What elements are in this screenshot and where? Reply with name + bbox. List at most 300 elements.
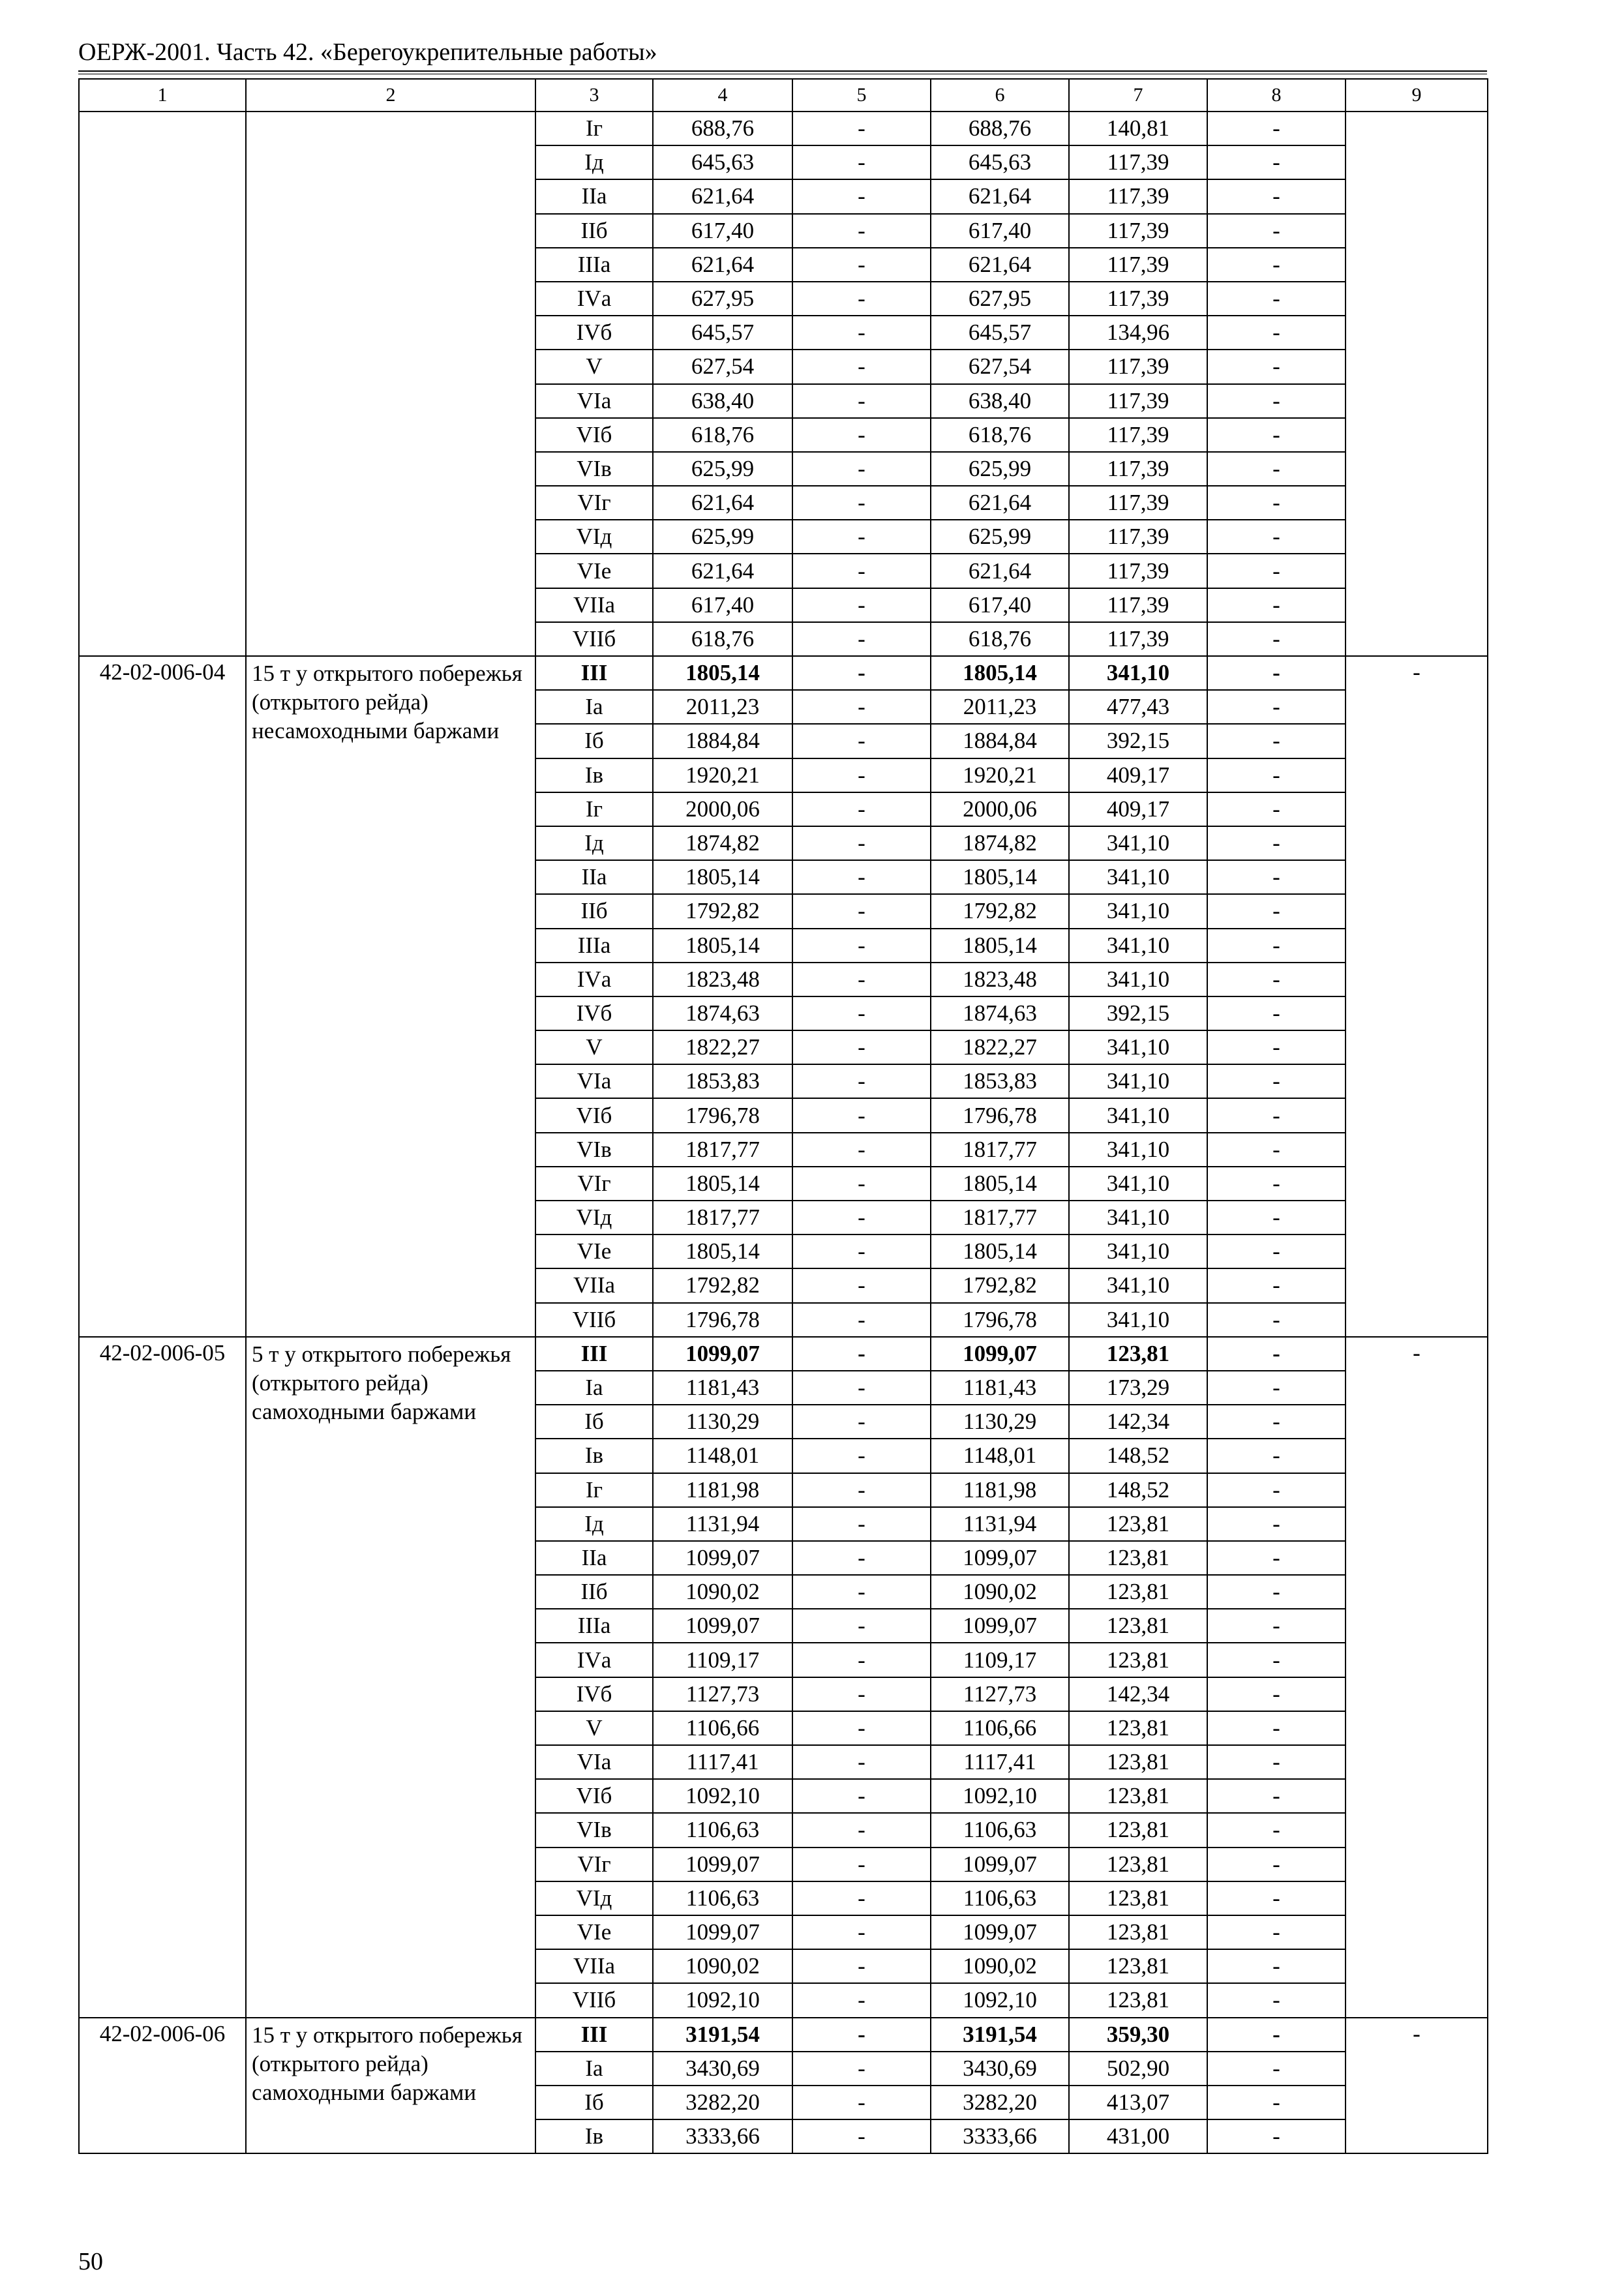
col8-cell: - <box>1207 1167 1346 1201</box>
col7-cell: 413,07 <box>1069 2086 1207 2119</box>
col5-cell: - <box>792 860 931 894</box>
col7-cell: 123,81 <box>1069 1949 1207 1983</box>
page-header-title: ОЕРЖ-2001. Часть 42. «Берегоукрепительные работы» <box>78 38 657 66</box>
col5-cell: - <box>792 1133 931 1167</box>
col4-cell: 625,99 <box>653 452 792 486</box>
col5-cell: - <box>792 1813 931 1847</box>
col3-cell: IVа <box>535 282 653 316</box>
col7-cell: 117,39 <box>1069 145 1207 179</box>
col5-cell: - <box>792 520 931 554</box>
col7-cell: 341,10 <box>1069 1098 1207 1132</box>
col7-cell: 117,39 <box>1069 384 1207 418</box>
col4-cell: 1823,48 <box>653 963 792 996</box>
col5-cell: - <box>792 1677 931 1711</box>
col7-cell: 117,39 <box>1069 554 1207 588</box>
header-rule <box>78 70 1487 72</box>
col8-cell: - <box>1207 418 1346 452</box>
col3-cell: VIб <box>535 418 653 452</box>
col3-cell: Iв <box>535 758 653 792</box>
col6-cell: 645,57 <box>931 316 1069 350</box>
col7-cell: 123,81 <box>1069 1507 1207 1541</box>
col4-cell: 2011,23 <box>653 690 792 724</box>
col3-cell: VIг <box>535 1167 653 1201</box>
col7-cell: 123,81 <box>1069 1915 1207 1949</box>
col8-cell: - <box>1207 350 1346 383</box>
col6-cell: 1099,07 <box>931 1541 1069 1575</box>
col8-cell: - <box>1207 1848 1346 1881</box>
col3-cell: IIIа <box>535 1609 653 1643</box>
col4-cell: 3333,66 <box>653 2119 792 2153</box>
col8-cell: - <box>1207 1643 1346 1677</box>
col7-cell: 123,81 <box>1069 1848 1207 1881</box>
column-number-cell: 2 <box>246 79 535 112</box>
col6-cell: 2011,23 <box>931 690 1069 724</box>
col5-cell: - <box>792 1609 931 1643</box>
col4-cell: 1117,41 <box>653 1745 792 1779</box>
col4-cell: 1090,02 <box>653 1949 792 1983</box>
table-row <box>79 112 1488 145</box>
col4-cell: 1099,07 <box>653 1337 792 1371</box>
col5-cell: - <box>792 929 931 963</box>
col8-cell: - <box>1207 963 1346 996</box>
col7-cell: 117,39 <box>1069 214 1207 248</box>
col7-cell: 142,34 <box>1069 1405 1207 1439</box>
col4-cell: 1092,10 <box>653 1779 792 1813</box>
col9-cell <box>1346 112 1488 656</box>
col6-cell: 618,76 <box>931 418 1069 452</box>
col3-cell: IIIа <box>535 248 653 282</box>
col8-cell: - <box>1207 1268 1346 1302</box>
col7-cell: 123,81 <box>1069 1983 1207 2017</box>
col5-cell: - <box>792 1541 931 1575</box>
col4-cell: 627,95 <box>653 282 792 316</box>
column-number-cell: 9 <box>1346 79 1488 112</box>
col5-cell: - <box>792 145 931 179</box>
col5-cell: - <box>792 1575 931 1609</box>
col3-cell: Iд <box>535 1507 653 1541</box>
col3-cell: Iб <box>535 1405 653 1439</box>
col4-cell: 1805,14 <box>653 1234 792 1268</box>
col5-cell: - <box>792 2018 931 2052</box>
col6-cell: 621,64 <box>931 179 1069 213</box>
col3-cell: IIа <box>535 179 653 213</box>
col3-cell: III <box>535 1337 653 1371</box>
col5-cell: - <box>792 724 931 758</box>
col8-cell: - <box>1207 1133 1346 1167</box>
col4-cell: 1792,82 <box>653 1268 792 1302</box>
col7-cell: 409,17 <box>1069 758 1207 792</box>
col5-cell: - <box>792 826 931 860</box>
col5-cell: - <box>792 792 931 826</box>
col8-cell: - <box>1207 452 1346 486</box>
col5-cell: - <box>792 1848 931 1881</box>
col3-cell: Iб <box>535 2086 653 2119</box>
col7-cell: 117,39 <box>1069 282 1207 316</box>
col4-cell: 1109,17 <box>653 1643 792 1677</box>
col8-cell: - <box>1207 179 1346 213</box>
col7-cell: 123,81 <box>1069 1745 1207 1779</box>
col6-cell: 617,40 <box>931 214 1069 248</box>
col4-cell: 1130,29 <box>653 1405 792 1439</box>
col3-cell: V <box>535 350 653 383</box>
col7-cell: 117,39 <box>1069 452 1207 486</box>
col8-cell: - <box>1207 758 1346 792</box>
col8-cell: - <box>1207 1371 1346 1405</box>
col3-cell: VIе <box>535 1234 653 1268</box>
col6-cell: 621,64 <box>931 486 1069 520</box>
col3-cell: Iб <box>535 724 653 758</box>
rate-code-cell: 42-02-006-05 <box>79 1337 246 2018</box>
col5-cell: - <box>792 554 931 588</box>
col8-cell: - <box>1207 2052 1346 2086</box>
col4-cell: 1805,14 <box>653 860 792 894</box>
col7-cell: 341,10 <box>1069 1064 1207 1098</box>
col8-cell: - <box>1207 248 1346 282</box>
col8-cell: - <box>1207 214 1346 248</box>
col3-cell: Iа <box>535 690 653 724</box>
col7-cell: 117,39 <box>1069 486 1207 520</box>
col6-cell: 1823,48 <box>931 963 1069 996</box>
col4-cell: 618,76 <box>653 418 792 452</box>
rate-code-cell: 42-02-006-06 <box>79 2018 246 2154</box>
col8-cell: - <box>1207 1439 1346 1473</box>
col7-cell: 140,81 <box>1069 112 1207 145</box>
col7-cell: 341,10 <box>1069 826 1207 860</box>
col4-cell: 1099,07 <box>653 1609 792 1643</box>
col5-cell: - <box>792 2052 931 2086</box>
page-number: 50 <box>78 2248 103 2275</box>
col6-cell: 1884,84 <box>931 724 1069 758</box>
col6-cell: 625,99 <box>931 520 1069 554</box>
col5-cell: - <box>792 1643 931 1677</box>
col4-cell: 3430,69 <box>653 2052 792 2086</box>
table-row <box>79 1337 1488 1371</box>
column-number-cell: 8 <box>1207 79 1346 112</box>
col4-cell: 1884,84 <box>653 724 792 758</box>
col7-cell: 117,39 <box>1069 179 1207 213</box>
work-description-cell: 15 т у открытого побережья (открытого рейда) несамоходными баржами <box>246 656 535 1337</box>
col6-cell: 625,99 <box>931 452 1069 486</box>
col3-cell: VIв <box>535 452 653 486</box>
col5-cell: - <box>792 214 931 248</box>
col5-cell: - <box>792 1167 931 1201</box>
col6-cell: 1109,17 <box>931 1643 1069 1677</box>
col6-cell: 617,40 <box>931 588 1069 622</box>
col7-cell: 117,39 <box>1069 418 1207 452</box>
col3-cell: III <box>535 656 653 690</box>
col3-cell: VIв <box>535 1813 653 1847</box>
col8-cell: - <box>1207 1745 1346 1779</box>
rate-code-cell <box>79 112 246 656</box>
col4-cell: 1090,02 <box>653 1575 792 1609</box>
col6-cell: 1106,63 <box>931 1881 1069 1915</box>
col6-cell: 1092,10 <box>931 1983 1069 2017</box>
col3-cell: VIа <box>535 384 653 418</box>
col4-cell: 1131,94 <box>653 1507 792 1541</box>
col3-cell: IVа <box>535 1643 653 1677</box>
col6-cell: 1148,01 <box>931 1439 1069 1473</box>
col7-cell: 148,52 <box>1069 1473 1207 1507</box>
col6-cell: 1181,98 <box>931 1473 1069 1507</box>
col8-cell: - <box>1207 1915 1346 1949</box>
col4-cell: 1817,77 <box>653 1201 792 1234</box>
col4-cell: 1817,77 <box>653 1133 792 1167</box>
col5-cell: - <box>792 248 931 282</box>
col8-cell: - <box>1207 826 1346 860</box>
col8-cell: - <box>1207 112 1346 145</box>
col3-cell: VIа <box>535 1745 653 1779</box>
col8-cell: - <box>1207 929 1346 963</box>
col8-cell: - <box>1207 1575 1346 1609</box>
col8-cell: - <box>1207 996 1346 1030</box>
col3-cell: VIIб <box>535 1303 653 1337</box>
col8-cell: - <box>1207 1030 1346 1064</box>
col3-cell: IVб <box>535 996 653 1030</box>
col6-cell: 621,64 <box>931 248 1069 282</box>
col3-cell: VIа <box>535 1064 653 1098</box>
col7-cell: 123,81 <box>1069 1813 1207 1847</box>
col4-cell: 1106,66 <box>653 1711 792 1745</box>
col3-cell: IIб <box>535 1575 653 1609</box>
col8-cell: - <box>1207 384 1346 418</box>
col8-cell: - <box>1207 1337 1346 1371</box>
rate-code-cell: 42-02-006-04 <box>79 656 246 1337</box>
col6-cell: 1131,94 <box>931 1507 1069 1541</box>
col6-cell: 3191,54 <box>931 2018 1069 2052</box>
col5-cell: - <box>792 316 931 350</box>
col5-cell: - <box>792 2086 931 2119</box>
col4-cell: 1092,10 <box>653 1983 792 2017</box>
col7-cell: 123,81 <box>1069 1609 1207 1643</box>
col5-cell: - <box>792 1098 931 1132</box>
col8-cell: - <box>1207 486 1346 520</box>
col8-cell: - <box>1207 316 1346 350</box>
col6-cell: 1853,83 <box>931 1064 1069 1098</box>
column-number-cell: 6 <box>931 79 1069 112</box>
col8-cell: - <box>1207 1405 1346 1439</box>
col4-cell: 1796,78 <box>653 1303 792 1337</box>
col3-cell: V <box>535 1030 653 1064</box>
col4-cell: 621,64 <box>653 248 792 282</box>
col8-cell: - <box>1207 1201 1346 1234</box>
col4-cell: 3191,54 <box>653 2018 792 2052</box>
column-number-cell: 4 <box>653 79 792 112</box>
col6-cell: 3333,66 <box>931 2119 1069 2153</box>
col7-cell: 117,39 <box>1069 520 1207 554</box>
col5-cell: - <box>792 1915 931 1949</box>
col4-cell: 1148,01 <box>653 1439 792 1473</box>
col7-cell: 392,15 <box>1069 996 1207 1030</box>
col6-cell: 1805,14 <box>931 1234 1069 1268</box>
col4-cell: 1181,98 <box>653 1473 792 1507</box>
col4-cell: 1920,21 <box>653 758 792 792</box>
col4-cell: 1099,07 <box>653 1541 792 1575</box>
work-description-cell: 5 т у открытого побережья (открытого рейда) самоходными баржами <box>246 1337 535 2018</box>
col7-cell: 341,10 <box>1069 1201 1207 1234</box>
col6-cell: 1796,78 <box>931 1303 1069 1337</box>
col3-cell: VIIа <box>535 1949 653 1983</box>
col7-cell: 341,10 <box>1069 656 1207 690</box>
col6-cell: 1092,10 <box>931 1779 1069 1813</box>
col5-cell: - <box>792 588 931 622</box>
col5-cell: - <box>792 1983 931 2017</box>
col7-cell: 431,00 <box>1069 2119 1207 2153</box>
col6-cell: 1099,07 <box>931 1915 1069 1949</box>
col8-cell: - <box>1207 1949 1346 1983</box>
col3-cell: VIб <box>535 1098 653 1132</box>
col7-cell: 341,10 <box>1069 894 1207 928</box>
col6-cell: 1817,77 <box>931 1133 1069 1167</box>
col4-cell: 1792,82 <box>653 894 792 928</box>
col3-cell: VIIб <box>535 1983 653 2017</box>
col4-cell: 627,54 <box>653 350 792 383</box>
col4-cell: 688,76 <box>653 112 792 145</box>
col4-cell: 1822,27 <box>653 1030 792 1064</box>
col3-cell: Iа <box>535 2052 653 2086</box>
col4-cell: 1106,63 <box>653 1813 792 1847</box>
col6-cell: 645,63 <box>931 145 1069 179</box>
col5-cell: - <box>792 1779 931 1813</box>
col6-cell: 1805,14 <box>931 656 1069 690</box>
col6-cell: 1130,29 <box>931 1405 1069 1439</box>
col5-cell: - <box>792 486 931 520</box>
col3-cell: VIд <box>535 520 653 554</box>
col5-cell: - <box>792 1711 931 1745</box>
col8-cell: - <box>1207 656 1346 690</box>
col4-cell: 1796,78 <box>653 1098 792 1132</box>
col7-cell: 134,96 <box>1069 316 1207 350</box>
col5-cell: - <box>792 996 931 1030</box>
col8-cell: - <box>1207 1881 1346 1915</box>
col6-cell: 621,64 <box>931 554 1069 588</box>
col3-cell: VIе <box>535 1915 653 1949</box>
col5-cell: - <box>792 1337 931 1371</box>
col4-cell: 621,64 <box>653 554 792 588</box>
col5-cell: - <box>792 1030 931 1064</box>
col3-cell: VIIб <box>535 622 653 656</box>
col6-cell: 3282,20 <box>931 2086 1069 2119</box>
col6-cell: 1822,27 <box>931 1030 1069 1064</box>
col7-cell: 123,81 <box>1069 1881 1207 1915</box>
col5-cell: - <box>792 384 931 418</box>
col6-cell: 1805,14 <box>931 1167 1069 1201</box>
col7-cell: 341,10 <box>1069 1268 1207 1302</box>
col7-cell: 502,90 <box>1069 2052 1207 2086</box>
table-row <box>79 656 1488 690</box>
col6-cell: 1106,63 <box>931 1813 1069 1847</box>
work-description-cell <box>246 112 535 656</box>
col4-cell: 1099,07 <box>653 1848 792 1881</box>
col3-cell: IVб <box>535 316 653 350</box>
col4-cell: 1099,07 <box>653 1915 792 1949</box>
col3-cell: VIг <box>535 1848 653 1881</box>
col7-cell: 392,15 <box>1069 724 1207 758</box>
col6-cell: 1099,07 <box>931 1848 1069 1881</box>
col6-cell: 638,40 <box>931 384 1069 418</box>
col8-cell: - <box>1207 724 1346 758</box>
col8-cell: - <box>1207 282 1346 316</box>
col5-cell: - <box>792 1303 931 1337</box>
col8-cell: - <box>1207 1098 1346 1132</box>
col7-cell: 341,10 <box>1069 929 1207 963</box>
col5-cell: - <box>792 758 931 792</box>
col5-cell: - <box>792 894 931 928</box>
col7-cell: 341,10 <box>1069 1133 1207 1167</box>
col3-cell: Iа <box>535 1371 653 1405</box>
col6-cell: 1099,07 <box>931 1609 1069 1643</box>
col3-cell: Iг <box>535 1473 653 1507</box>
col9-cell: - <box>1346 656 1488 1337</box>
col3-cell: VIIа <box>535 1268 653 1302</box>
column-number-cell: 1 <box>79 79 246 112</box>
col3-cell: IIб <box>535 894 653 928</box>
col4-cell: 621,64 <box>653 179 792 213</box>
col8-cell: - <box>1207 1983 1346 2017</box>
col6-cell: 1792,82 <box>931 894 1069 928</box>
col4-cell: 1805,14 <box>653 1167 792 1201</box>
col6-cell: 1127,73 <box>931 1677 1069 1711</box>
col4-cell: 1874,82 <box>653 826 792 860</box>
col4-cell: 617,40 <box>653 588 792 622</box>
col9-cell: - <box>1346 2018 1488 2154</box>
col8-cell: - <box>1207 622 1346 656</box>
col7-cell: 341,10 <box>1069 1167 1207 1201</box>
col4-cell: 621,64 <box>653 486 792 520</box>
col5-cell: - <box>792 1234 931 1268</box>
col8-cell: - <box>1207 2119 1346 2153</box>
col5-cell: - <box>792 1507 931 1541</box>
col6-cell: 1817,77 <box>931 1201 1069 1234</box>
col7-cell: 341,10 <box>1069 1030 1207 1064</box>
col3-cell: Iв <box>535 2119 653 2153</box>
col6-cell: 1874,82 <box>931 826 1069 860</box>
col8-cell: - <box>1207 1303 1346 1337</box>
column-number-cell: 3 <box>535 79 653 112</box>
col5-cell: - <box>792 1439 931 1473</box>
col8-cell: - <box>1207 554 1346 588</box>
table-body <box>79 79 1488 2153</box>
col6-cell: 1792,82 <box>931 1268 1069 1302</box>
col8-cell: - <box>1207 588 1346 622</box>
col3-cell: Iв <box>535 1439 653 1473</box>
col6-cell: 1805,14 <box>931 929 1069 963</box>
col5-cell: - <box>792 1201 931 1234</box>
col7-cell: 148,52 <box>1069 1439 1207 1473</box>
col5-cell: - <box>792 1745 931 1779</box>
col8-cell: - <box>1207 1507 1346 1541</box>
col5-cell: - <box>792 350 931 383</box>
col3-cell: VIд <box>535 1881 653 1915</box>
col8-cell: - <box>1207 1234 1346 1268</box>
col6-cell: 1796,78 <box>931 1098 1069 1132</box>
col5-cell: - <box>792 282 931 316</box>
col7-cell: 117,39 <box>1069 248 1207 282</box>
col5-cell: - <box>792 179 931 213</box>
col8-cell: - <box>1207 1473 1346 1507</box>
col6-cell: 1117,41 <box>931 1745 1069 1779</box>
col5-cell: - <box>792 1268 931 1302</box>
column-number-cell: 5 <box>792 79 931 112</box>
col3-cell: IIб <box>535 214 653 248</box>
col5-cell: - <box>792 1949 931 1983</box>
col8-cell: - <box>1207 2018 1346 2052</box>
col5-cell: - <box>792 2119 931 2153</box>
col3-cell: III <box>535 2018 653 2052</box>
col4-cell: 1127,73 <box>653 1677 792 1711</box>
col3-cell: VIв <box>535 1133 653 1167</box>
col3-cell: VIе <box>535 554 653 588</box>
col8-cell: - <box>1207 1677 1346 1711</box>
